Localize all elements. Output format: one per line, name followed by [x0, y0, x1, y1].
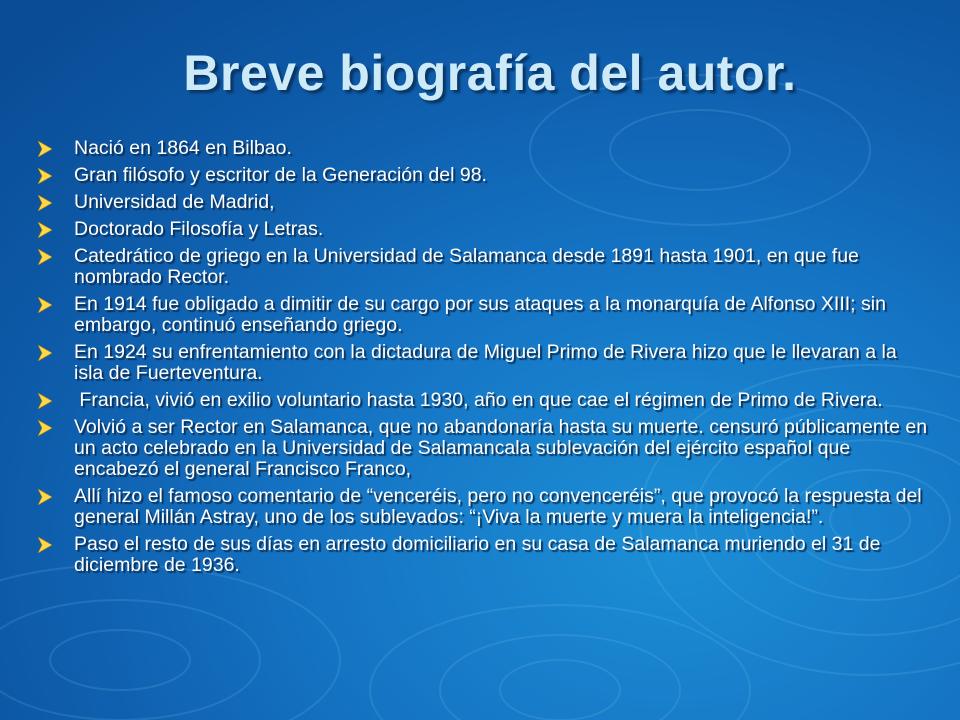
bullet-text: Catedrático de griego en la Universidad de Salamanca desde 1891 hasta 1901, en que fue nombrado Rector.: [74, 245, 859, 288]
arrow-bullet-icon: [38, 393, 52, 409]
bullet-text: En 1924 su enfrentamiento con la dictadura de Miguel Primo de Rivera hizo que le llevaran a la isla de Fuerteventura.: [74, 341, 897, 384]
arrow-bullet-icon: [38, 420, 52, 436]
arrow-bullet-icon: [38, 489, 52, 505]
bullet-text: Doctorado Filosofía y Letras.: [74, 218, 324, 240]
list-item: [38, 219, 928, 240]
list-item: [38, 246, 928, 288]
bullet-list: [38, 138, 928, 582]
bullet-text: Allí hizo el famoso comentario de “venceréis, pero no convenceréis”, que provocó la respuesta del general Millán Astray, uno de los sublevados: “¡Viva la muerte y muera la inteligencia!”.: [74, 485, 922, 528]
arrow-bullet-icon: [38, 249, 52, 265]
bullet-text: En 1914 fue obligado a dimitir de su cargo por sus ataques a la monarquía de Alfonso XIII; sin embargo, continuó enseñando griego.: [74, 293, 886, 336]
list-item: [38, 138, 928, 159]
list-item: [38, 342, 928, 384]
arrow-bullet-icon: [38, 141, 52, 157]
arrow-bullet-icon: [38, 537, 52, 553]
slide-title: Breve biografía del autor.: [183, 45, 797, 101]
list-item: [38, 165, 928, 186]
bullet-text: Francia, vivió en exilio voluntario hasta 1930, año en que cae el régimen de Primo de Rivera.: [74, 389, 883, 411]
list-item: [38, 390, 928, 411]
bullet-text: Volvió a ser Rector en Salamanca, que no abandonaría hasta su muerte. censuró públicamente en un acto celebrado en la Universidad de Salamancala sublevación del ejército español que encabezó el general Francisco Franco,: [74, 416, 928, 480]
list-item: [38, 294, 928, 336]
bullet-text: Paso el resto de sus días en arresto domiciliario en su casa de Salamanca muriendo el 31 de diciembre de 1936.: [74, 533, 881, 576]
list-item: [38, 486, 928, 528]
bullet-text: Nació en 1864 en Bilbao.: [74, 137, 292, 159]
bullet-text: Gran filósofo y escritor de la Generación del 98.: [74, 164, 487, 186]
arrow-bullet-icon: [38, 222, 52, 238]
list-item: [38, 534, 928, 576]
arrow-bullet-icon: [38, 195, 52, 211]
arrow-bullet-icon: [38, 297, 52, 313]
arrow-bullet-icon: [38, 168, 52, 184]
arrow-bullet-icon: [38, 345, 52, 361]
list-item: [38, 417, 928, 480]
bullet-text: Universidad de Madrid,: [74, 191, 275, 213]
list-item: [38, 192, 928, 213]
